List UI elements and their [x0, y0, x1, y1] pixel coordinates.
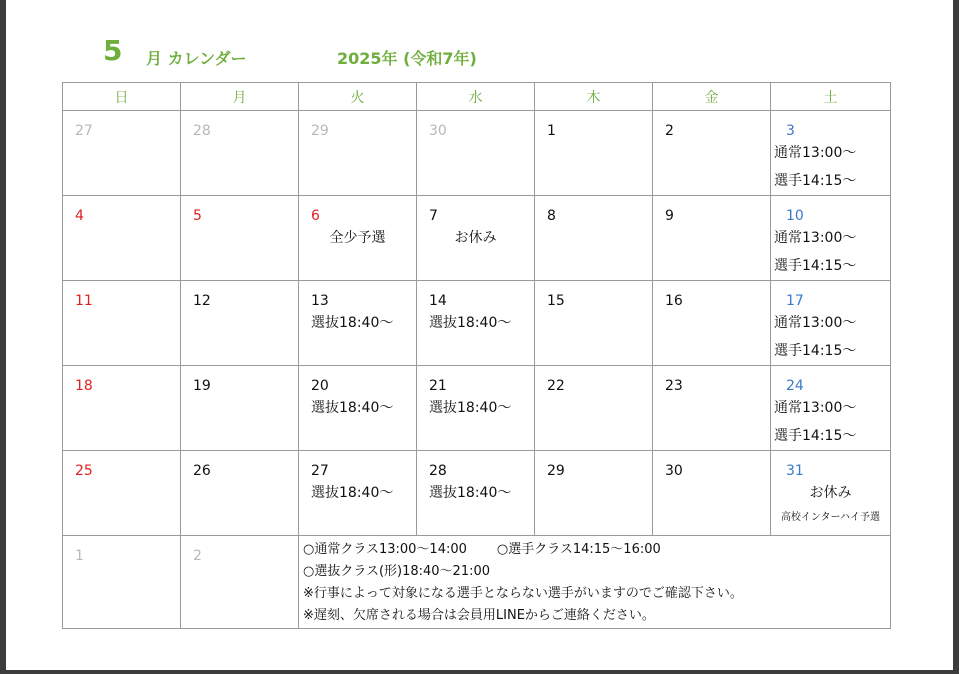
- day-number: 24: [786, 378, 804, 394]
- day-number: 10: [786, 208, 804, 224]
- day-number: 12: [193, 293, 211, 309]
- week-row-last: [63, 536, 891, 629]
- day-cell: [299, 111, 417, 196]
- month-number: 5: [103, 34, 123, 67]
- day-number: 3: [786, 123, 795, 139]
- note-absence-notice: ※遅刻、欠席される場合は会員用LINEからご連絡ください。: [303, 608, 655, 623]
- day-number: 27: [311, 463, 329, 479]
- day-cell: [63, 196, 181, 281]
- day-number: 1: [547, 123, 556, 139]
- day-cell: [771, 111, 891, 196]
- day-cell: [299, 366, 417, 451]
- day-cell: [299, 451, 417, 536]
- event-text: お休み: [454, 230, 497, 246]
- event-text: 通常13:00～: [774, 230, 857, 246]
- day-number: 11: [75, 293, 93, 309]
- day-cell: [653, 366, 771, 451]
- day-cell: [417, 281, 535, 366]
- day-cell: [181, 281, 299, 366]
- day-cell: [417, 451, 535, 536]
- day-number: 7: [429, 208, 438, 224]
- day-number: 29: [311, 123, 329, 139]
- day-cell: [653, 196, 771, 281]
- day-cell: [181, 536, 299, 629]
- day-number: 5: [193, 208, 202, 224]
- event-text: 全少予選: [329, 230, 386, 246]
- day-number: 18: [75, 378, 93, 394]
- event-text: 選抜18:40～: [429, 400, 512, 416]
- day-number: 30: [665, 463, 683, 479]
- weekday-wed: 水: [417, 83, 535, 111]
- day-cell: [535, 196, 653, 281]
- day-cell: [299, 281, 417, 366]
- week-row: [63, 366, 891, 451]
- day-number: 4: [75, 208, 84, 224]
- day-number: 31: [786, 463, 804, 479]
- day-cell: [417, 196, 535, 281]
- calendar-grid: [62, 82, 891, 629]
- day-number: 2: [193, 548, 202, 564]
- day-number: 27: [75, 123, 93, 139]
- event-text: 選抜18:40～: [429, 315, 512, 331]
- note-selection-class: ○選抜クラス(形)18:40～21:00: [303, 564, 491, 579]
- weekday-thu: 木: [535, 83, 653, 111]
- event-text: 通常13:00～: [774, 400, 857, 416]
- day-cell: [63, 281, 181, 366]
- event-text: 選手14:15～: [774, 258, 857, 274]
- day-cell: [63, 536, 181, 629]
- day-cell: [653, 111, 771, 196]
- event-text: お休み: [809, 485, 852, 501]
- day-number: 19: [193, 378, 211, 394]
- event-text: 選抜18:40～: [311, 485, 394, 501]
- calendar-page: [6, 0, 953, 670]
- weekday-tue: 火: [299, 83, 417, 111]
- day-number: 13: [311, 293, 329, 309]
- month-label: 月 カレンダー: [146, 49, 247, 68]
- day-cell: [653, 451, 771, 536]
- day-cell: [535, 111, 653, 196]
- day-number: 8: [547, 208, 556, 224]
- day-cell: [771, 366, 891, 451]
- day-number: 23: [665, 378, 683, 394]
- day-cell: [653, 281, 771, 366]
- day-cell: [181, 196, 299, 281]
- day-number: 25: [75, 463, 93, 479]
- day-number: 6: [311, 208, 320, 224]
- class-notes: [299, 536, 890, 627]
- event-text: 選手14:15～: [774, 343, 857, 359]
- day-cell: [417, 366, 535, 451]
- day-number: 2: [665, 123, 674, 139]
- day-cell: [63, 451, 181, 536]
- day-cell: [771, 196, 891, 281]
- week-row: [63, 281, 891, 366]
- day-cell: [417, 111, 535, 196]
- day-number: 28: [429, 463, 447, 479]
- notes-line-1: [303, 539, 890, 561]
- calendar-header: [6, 0, 953, 80]
- day-number: 9: [665, 208, 674, 224]
- day-number: 22: [547, 378, 565, 394]
- day-cell: [181, 111, 299, 196]
- year-label: 2025年 (令和7年): [337, 49, 477, 68]
- day-number: 14: [429, 293, 447, 309]
- day-number: 1: [75, 548, 84, 564]
- day-cell: [535, 281, 653, 366]
- event-text: 選手14:15～: [774, 428, 857, 444]
- event-text: 通常13:00～: [774, 315, 857, 331]
- note-athlete-class: ○選手クラス14:15～16:00: [496, 542, 661, 557]
- day-number: 17: [786, 293, 804, 309]
- day-number: 30: [429, 123, 447, 139]
- day-cell: [535, 366, 653, 451]
- weekday-header-row: [63, 83, 891, 111]
- day-number: 26: [193, 463, 211, 479]
- event-note: 高校インターハイ予選: [780, 512, 881, 523]
- day-cell: [771, 451, 891, 536]
- day-number: 16: [665, 293, 683, 309]
- day-cell: [771, 281, 891, 366]
- day-number: 28: [193, 123, 211, 139]
- day-cell: [299, 196, 417, 281]
- day-number: 20: [311, 378, 329, 394]
- event-text: 選抜18:40～: [311, 400, 394, 416]
- day-number: 21: [429, 378, 447, 394]
- note-regular-class: ○通常クラス13:00～14:00: [303, 542, 467, 557]
- week-row: [63, 451, 891, 536]
- day-number: 29: [547, 463, 565, 479]
- day-cell: [535, 451, 653, 536]
- day-cell: [63, 111, 181, 196]
- day-number: 15: [547, 293, 565, 309]
- event-text: 選手14:15～: [774, 173, 857, 189]
- weekday-mon: 月: [181, 83, 299, 111]
- event-text: 選抜18:40～: [311, 315, 394, 331]
- note-event-notice: ※行事によって対象になる選手とならない選手がいますのでご確認下さい。: [303, 586, 743, 601]
- weekday-sun: 日: [63, 83, 181, 111]
- weekday-fri: 金: [653, 83, 771, 111]
- week-row: [63, 196, 891, 281]
- class-notes-cell: [299, 536, 891, 629]
- day-cell: [181, 366, 299, 451]
- day-cell: [181, 451, 299, 536]
- day-cell: [63, 366, 181, 451]
- event-text: 選抜18:40～: [429, 485, 512, 501]
- weekday-sat: 土: [771, 83, 891, 111]
- week-row: [63, 111, 891, 196]
- event-text: 通常13:00～: [774, 145, 857, 161]
